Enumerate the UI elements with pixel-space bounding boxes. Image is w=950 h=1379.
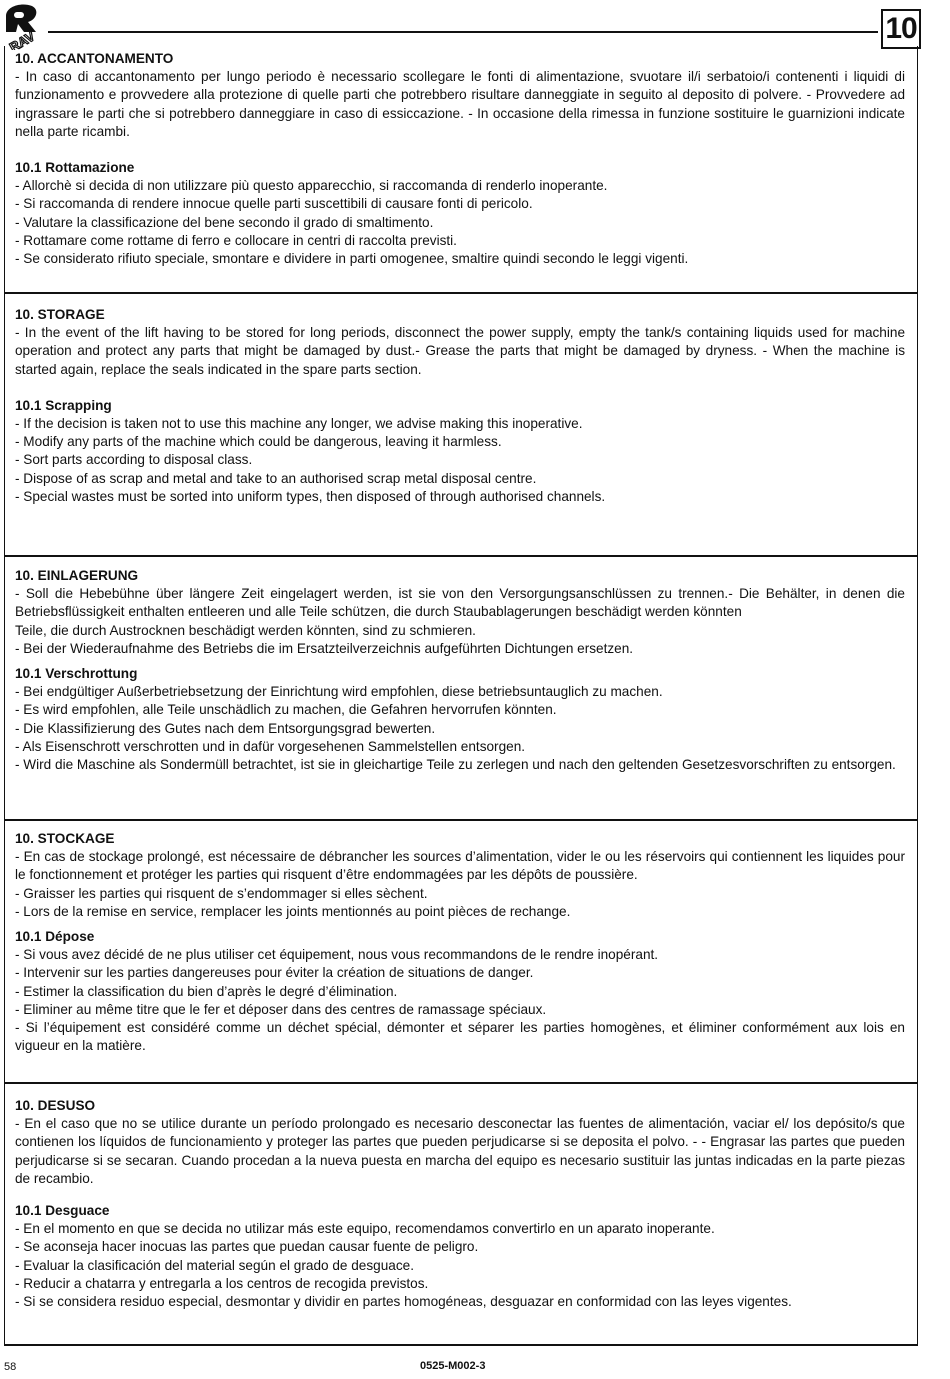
section-german — [15, 567, 905, 774]
subsection-title: 10.1 Desguace — [15, 1203, 110, 1219]
section-english — [15, 306, 905, 506]
section-intro-line: Teile, die durch Austrocknen beschädigt werden könnten, sind zu schmieren. — [15, 622, 476, 638]
section-intro: - Soll die Hebebühne über längere Zeit eingelagert werden, ist sie von den Versorgungsanschlüssen zu trennen.- Die Behälter, in denen die Betriebsflüssigkeit enthalten entleeren und alle Teile schützen, die durch Staubablagerungen beschädigt werden könnten — [15, 586, 905, 620]
list-item: - Rottamare come rottame di ferro e collocare in centri di raccolta previsti. — [15, 232, 457, 248]
list-item: - Sort parts according to disposal class. — [15, 452, 253, 468]
section-intro: - In caso di accantonamento per lungo periodo è necessario scollegare le fonti di alimentazione, svuotare il/i serbatoio/i contenenti i liquidi di funzionamento e provvedere alla protezione di quelle parti che potrebbero risultare danneggiate in seguito al deposito di polvere. - Provvedere ad ingrassare le parti che si potrebbero danneggiare in caso di essiccazione. - In occasione della rimessa in funzione sostituire le guarnizioni indicate nella parte ricambi. — [15, 69, 905, 139]
list-item: - En el momento en que se decida no utilizar más este equipo, recomendamos convertirlo en un aparato inoperante. — [15, 1221, 715, 1237]
list-item: - Si raccomanda di rendere innocue quelle parti suscettibili di causare fonti di pericolo. — [15, 196, 533, 212]
section-title: 10. DESUSO — [15, 1098, 96, 1113]
list-item: - Wird die Maschine als Sondermüll betrachtet, ist sie in gleichartige Teile zu zerlegen und nach den geltenden Gesetzesvorschriften zu entsorgen. — [15, 757, 896, 773]
section-divider — [4, 292, 918, 294]
section-french — [15, 830, 905, 1055]
list-item: - Valutare la classificazione del bene secondo il grado di smaltimento. — [15, 214, 434, 230]
section-italian — [15, 50, 905, 268]
list-item: - Si l’équipement est considéré comme un déchet spécial, démonter et séparer les parties homogènes, et éliminer conformément aux lois en vigueur en la matière. — [15, 1020, 905, 1054]
subsection-title: 10.1 Dépose — [15, 929, 95, 945]
subsection-title: 10.1 Rottamazione — [15, 160, 135, 176]
section-divider — [4, 555, 918, 557]
section-title: 10. STORAGE — [15, 307, 105, 322]
page-number: 58 — [4, 1361, 17, 1373]
list-item: - Intervenir sur les parties dangereuses pour éviter la création de situations de danger. — [15, 965, 534, 981]
section-title: 10. ACCANTONAMENTO — [15, 51, 174, 66]
section-intro-line: - Lors de la remise en service, remplacer les joints mentionnés au point pièces de rechange. — [15, 903, 571, 919]
section-intro-line: - Bei der Wiederaufnahme des Betriebs die im Ersatzteilverzeichnis aufgeführten Dichtungen ersetzen. — [15, 640, 634, 656]
list-item: - Si se considera residuo especial, desmontar y dividir en partes homogéneas, desguazar en conformidad con las leyes vigentes. — [15, 1294, 792, 1310]
list-item: - Estimer la classification du bien d’après le degré d’élimination. — [15, 983, 398, 999]
logo-text: RAV — [6, 28, 38, 50]
chapter-number: 10 — [881, 9, 921, 49]
brand-logo — [2, 2, 44, 50]
list-item: - Reducir a chatarra y entregarla a los centros de recogida previstos. — [15, 1275, 429, 1291]
list-item: - Evaluar la clasificación del material según el grado de desguace. — [15, 1257, 414, 1273]
list-item: - Special wastes must be sorted into uniform types, then disposed of through authorised channels. — [15, 488, 606, 504]
list-item: - Als Eisenschrott verschrotten und in dafür vorgesehenen Sammelstellen entsorgen. — [15, 738, 526, 754]
section-spanish — [15, 1097, 905, 1311]
list-item: - If the decision is taken not to use this machine any longer, we advise making this inoperative. — [15, 416, 583, 432]
section-title: 10. STOCKAGE — [15, 831, 115, 846]
list-item: - Modify any parts of the machine which could be dangerous, leaving it harmless. — [15, 434, 502, 450]
section-intro: - En cas de stockage prolongé, est nécessaire de débrancher les sources d’alimentation, vider le ou les réservoirs qui contiennent les liquides pour le fonctionnement et protéger les parties qui risquent d’être endommagées par les dépôts de poussière. — [15, 849, 905, 883]
section-intro: - In the event of the lift having to be stored for long periods, disconnect the power supply, empty the tank/s containing liquids used for machine operation and protect any parts that might be damaged by dust.- Grease the parts that might be damaged by dryness. - When the machine is started again, replace the seals indicated in the spare parts section. — [15, 325, 905, 377]
header-rule — [48, 31, 878, 33]
section-divider — [4, 1082, 918, 1084]
subsection-title: 10.1 Verschrottung — [15, 666, 138, 682]
section-intro-line: - Graisser les parties qui risquent de s’endommager si elles sèchent. — [15, 885, 428, 901]
list-item: - Eliminer au même titre que le fer et déposer dans des centres de ramassage spéciaux. — [15, 1001, 547, 1017]
section-intro: - En el caso que no se utilice durante un período prolongado es necesario desconectar las fuentes de alimentación, vaciar el/ los depósito/s que contienen los líquidos de funcionamiento y proteger las partes que pueden perjudicarse si se deposita el polvo. - - Engrasar las partes que pueden perjudicarse si se secaran. Cuando procedan a la nueva puesta en marcha del equipo es necesario sustituir las juntas indicadas en la parte piezas de recambio. — [15, 1116, 905, 1186]
list-item: - Es wird empfohlen, alle Teile unschädlich zu machen, die Gefahren hervorrufen könnten. — [15, 702, 557, 718]
list-item: - Dispose of as scrap and metal and take to an authorised scrap metal disposal centre. — [15, 470, 537, 486]
list-item: - Se considerato rifiuto speciale, smontare e dividere in parti omogenee, smaltire quindi secondo le leggi vigenti. — [15, 251, 689, 267]
subsection-title: 10.1 Scrapping — [15, 397, 112, 413]
list-item: - Se aconseja hacer inocuas las partes que puedan causar fuente de peligro. — [15, 1239, 479, 1255]
list-item: - Si vous avez décidé de ne plus utiliser cet équipement, nous vous recommandons de le rendre inopérant. — [15, 947, 659, 963]
list-item: - Bei endgültiger Außerbetriebsetzung der Einrichtung wird empfohlen, diese betriebsuntauglich zu machen. — [15, 684, 663, 700]
section-title: 10. EINLAGERUNG — [15, 568, 139, 583]
list-item: - Allorchè si decida di non utilizzare più questo apparecchio, si raccomanda di renderlo inoperante. — [15, 178, 608, 194]
section-divider — [4, 819, 918, 821]
document-code: 0525-M002-3 — [420, 1360, 486, 1372]
list-item: - Die Klassifizierung des Gutes nach dem Entsorgungsgrad bewerten. — [15, 720, 436, 736]
